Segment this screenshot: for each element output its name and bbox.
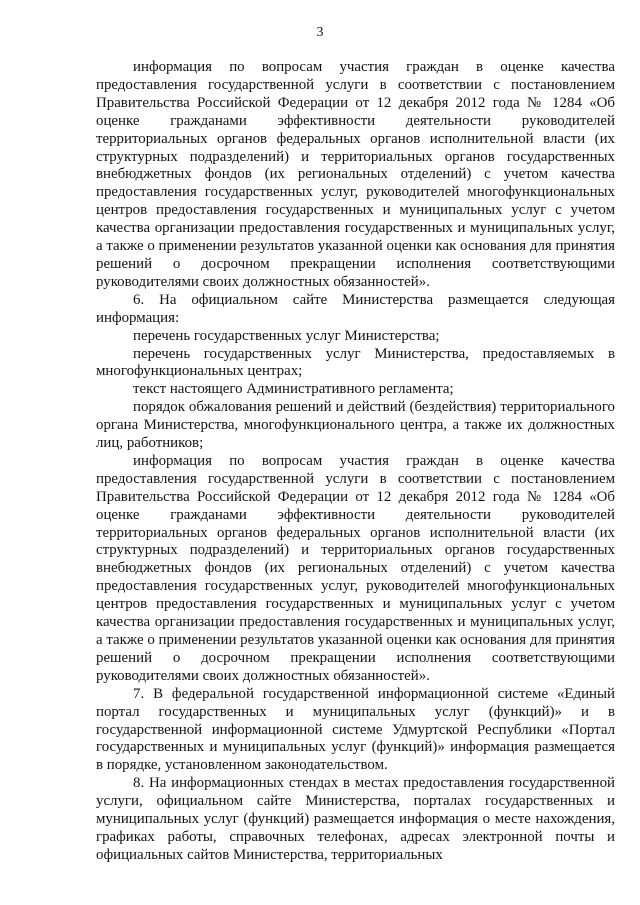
- paragraph-list-mfc-services: перечень государственных услуг Министерства, предоставляемых в многофункциональных центрах;: [96, 345, 615, 380]
- document-body: [96, 59, 615, 865]
- paragraph-list-services: перечень государственных услуг Министерства;: [133, 327, 440, 344]
- paragraph-item-8: 8. На информационных стендах в местах предоставления государственной услуги, официальном сайте Министерства, порталах государственных и муниципальных услуг (функций) размещается информация о месте нахождения, графиках работы, справочных телефонах, адресах электронной почты и официальных сайтов Министерства, территориальных: [96, 775, 615, 863]
- paragraph-list-appeal-procedure: порядок обжалования решений и действий (бездействия) территориального органа Министерства, многофункционального центра, а также их должностных лиц, работников;: [96, 399, 615, 452]
- paragraph-item-7: 7. В федеральной государственной информационной системе «Единый портал государственных и муниципальных услуг (функций)» и в государственной информационной системе Удмуртской Республики «Портал государственных и муниципальных услуг (функций)» информация размещается в порядке, установленном законодательством.: [96, 685, 615, 774]
- paragraph-list-info-assessment: информация по вопросам участия граждан в оценке качества предоставления государственной услуги в соответствии с постановлением Правительства Российской Федерации от 12 декабря 2012 года № 1284 «Об оценке гражданами эффективности деятельности руководителей территориальных органов федеральных органов исполнительной власти (их структурных подразделений) и территориальных органов государственных внебюджетных фондов (их региональных отделений) с учетом качества предоставления государственных услуг, руководителей многофункциональных центров предоставления государственных и муниципальных услуг с учетом качества организации предоставления государственных и муниципальных услуг, а также о применении результатов указанной оценки как основания для принятия решений о досрочном прекращении исполнения соответствующими руководителями своих должностных обязанностей».: [96, 452, 615, 684]
- paragraph-list-regulation-text: текст настоящего Административного регламента;: [133, 381, 454, 398]
- paragraph-item-6: 6. На официальном сайте Министерства размещается следующая информация:: [96, 291, 615, 326]
- paragraph-info-assessment: информация по вопросам участия граждан в оценке качества предоставления государственной услуги в соответствии с постановлением Правительства Российской Федерации от 12 декабря 2012 года № 1284 «Об оценке гражданами эффективности деятельности руководителей территориальных органов федеральных органов исполнительной власти (их структурных подразделений) и территориальных органов государственных внебюджетных фондов (их региональных отделений) с учетом качества предоставления государственных услуг, руководителей многофункциональных центров предоставления государственных и муниципальных услуг с учетом качества организации предоставления государственных и муниципальных услуг, а также о применении результатов указанной оценки как основания для принятия решений о досрочном прекращении исполнения соответствующими руководителями своих должностных обязанностей».: [96, 59, 615, 290]
- page-number: 3: [316, 25, 324, 40]
